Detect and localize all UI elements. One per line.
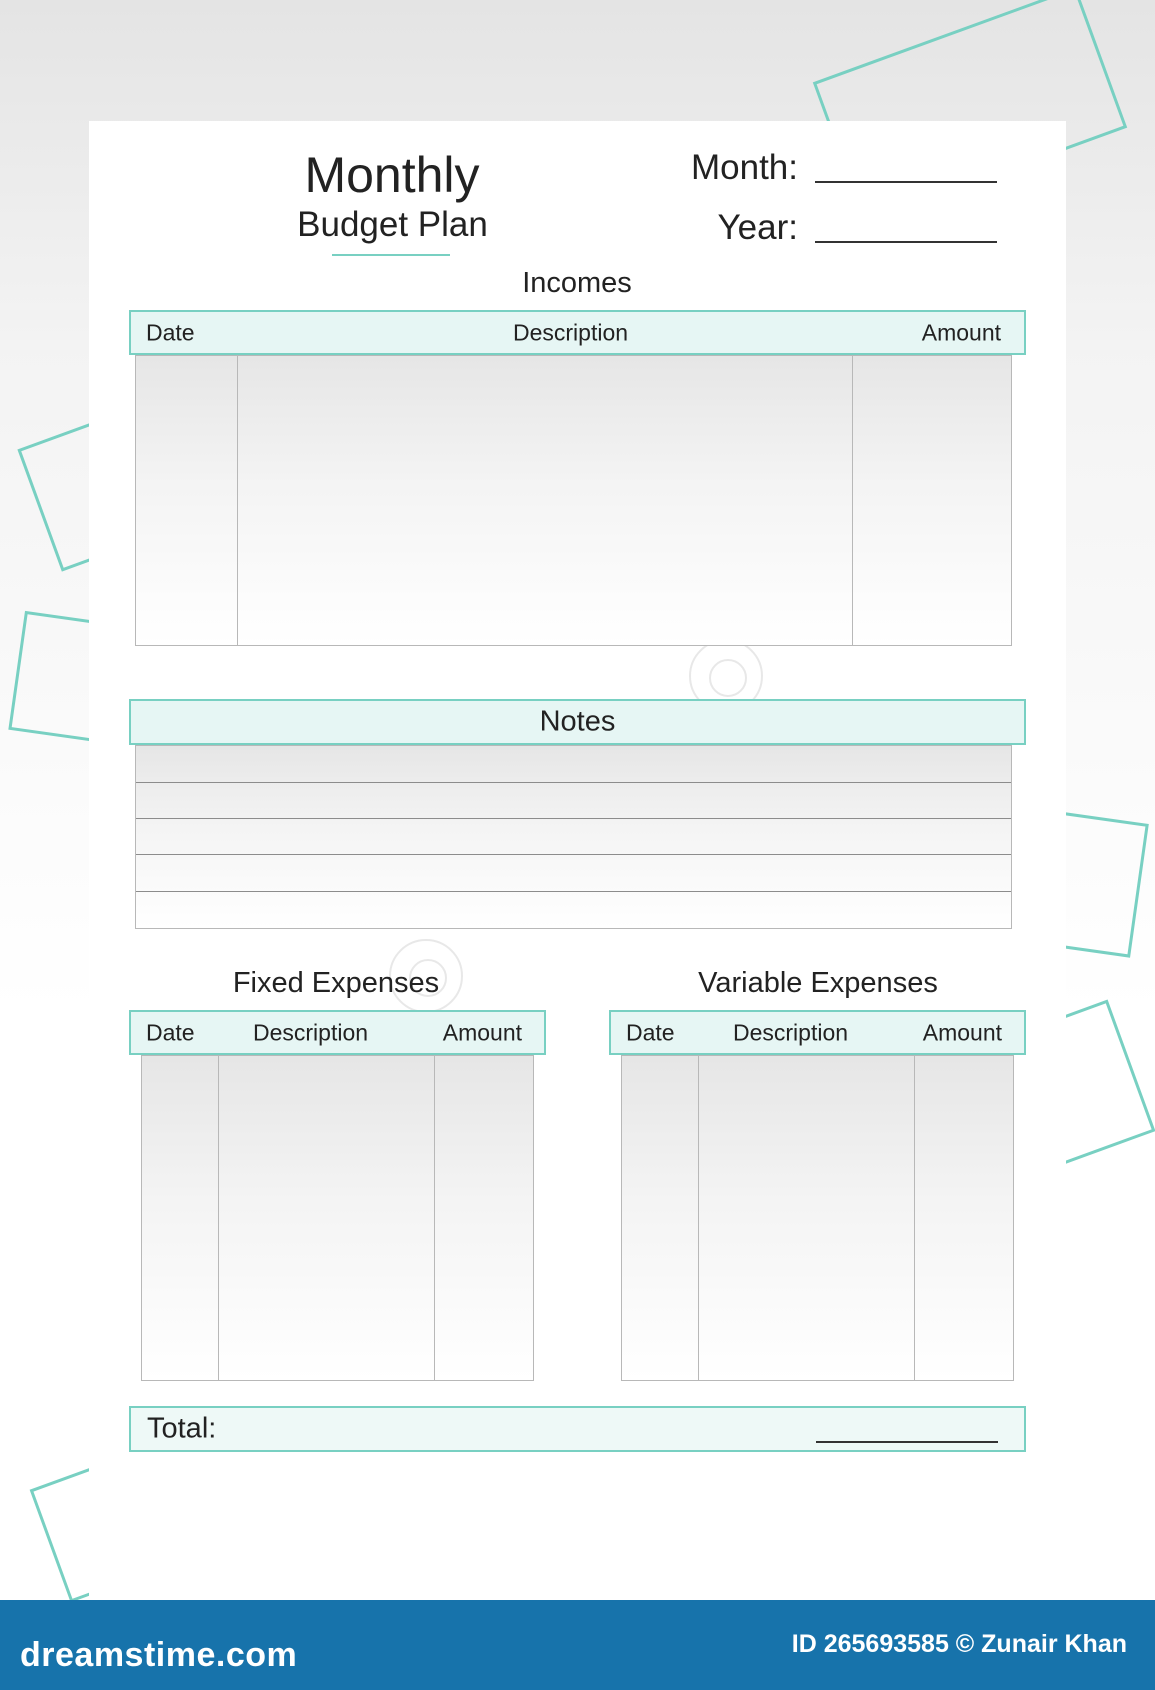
column-divider <box>698 1056 699 1380</box>
total-bar <box>129 1406 1026 1452</box>
note-line <box>136 818 1011 819</box>
dreamstime-logo[interactable]: dreamstime.com <box>20 1636 298 1674</box>
title-underline <box>332 254 450 256</box>
note-line <box>136 782 1011 783</box>
fixed-col-description: Description <box>253 1019 369 1045</box>
title-budget-plan: Budget Plan <box>297 205 488 244</box>
incomes-col-date: Date <box>146 319 195 345</box>
title-monthly: Monthly <box>304 147 480 203</box>
fixed-expenses-header <box>129 1010 546 1055</box>
notes-area[interactable] <box>135 745 1012 929</box>
column-divider <box>218 1056 219 1380</box>
total-label: Total: <box>147 1412 217 1445</box>
variable-expenses-header <box>609 1010 1026 1055</box>
fixed-expenses-title: Fixed Expenses <box>232 967 440 999</box>
year-label: Year: <box>717 208 798 247</box>
incomes-header <box>129 310 1026 355</box>
variable-col-amount: Amount <box>922 1019 1002 1045</box>
variable-expenses-title: Variable Expenses <box>698 967 938 999</box>
column-divider <box>852 356 853 645</box>
variable-expenses-table[interactable] <box>621 1055 1014 1381</box>
incomes-col-description: Description <box>513 319 629 345</box>
incomes-col-amount: Amount <box>921 319 1001 345</box>
year-field[interactable] <box>815 241 997 243</box>
total-field[interactable] <box>816 1441 998 1443</box>
incomes-title: Incomes <box>522 267 632 299</box>
stock-footer-bar <box>0 1600 1155 1690</box>
column-divider <box>914 1056 915 1380</box>
notes-header <box>129 699 1026 745</box>
fixed-col-amount: Amount <box>442 1019 522 1045</box>
incomes-table[interactable] <box>135 355 1012 646</box>
note-line <box>136 854 1011 855</box>
variable-col-date: Date <box>626 1019 675 1045</box>
month-field[interactable] <box>815 181 997 183</box>
column-divider <box>434 1056 435 1380</box>
fixed-expenses-table[interactable] <box>141 1055 534 1381</box>
month-label: Month: <box>691 148 798 187</box>
note-line <box>136 891 1011 892</box>
image-credit: ID 265693585 © Zunair Khan <box>791 1630 1127 1658</box>
notes-title: Notes <box>539 705 616 738</box>
fixed-col-date: Date <box>146 1019 195 1045</box>
variable-col-description: Description <box>733 1019 849 1045</box>
column-divider <box>237 356 238 645</box>
